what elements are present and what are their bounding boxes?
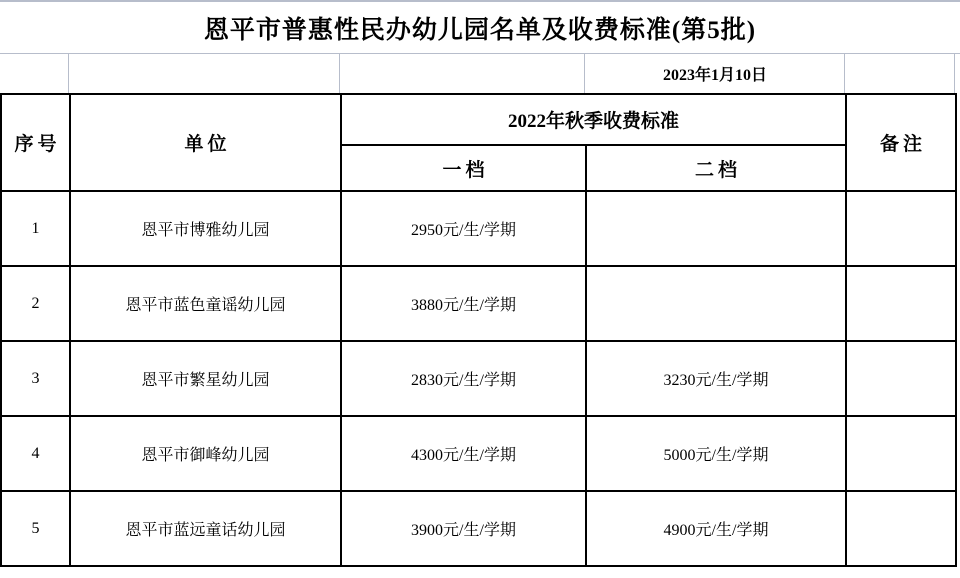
row-tier2-cell <box>586 266 846 341</box>
page-title: 恩平市普惠性民办幼儿园名单及收费标准(第5批) <box>203 16 757 44</box>
header-index: 序号 <box>1 94 70 191</box>
date-row <box>0 54 960 93</box>
gridline-col2 <box>339 54 340 93</box>
date-label: 2023年1月10日 <box>662 67 767 84</box>
fee-table <box>0 93 957 567</box>
row-unit-cell: 恩平市御峰幼儿园 <box>70 416 341 491</box>
row-remarks-cell <box>846 416 956 491</box>
header-tier2: 二档 <box>586 145 846 191</box>
row-remarks-cell <box>846 341 956 416</box>
row-remarks-cell <box>846 491 956 566</box>
row-tier1-cell: 2830元/生/学期 <box>341 341 586 416</box>
header-tier1: 一档 <box>341 145 586 191</box>
table-row <box>1 341 956 416</box>
gridline-col5 <box>954 54 955 93</box>
row-unit-cell: 恩平市博雅幼儿园 <box>70 191 341 266</box>
row-index-cell: 2 <box>1 266 70 341</box>
row-index-cell: 1 <box>1 191 70 266</box>
row-index-cell: 5 <box>1 491 70 566</box>
row-remarks-cell <box>846 266 956 341</box>
row-tier2-cell: 5000元/生/学期 <box>586 416 846 491</box>
row-tier2-cell: 4900元/生/学期 <box>586 491 846 566</box>
gridline-col1 <box>68 54 69 93</box>
row-tier1-cell: 4300元/生/学期 <box>341 416 586 491</box>
table-row <box>1 491 956 566</box>
header-unit: 单位 <box>70 94 341 191</box>
header-fee-group: 2022年秋季收费标准 <box>341 94 846 145</box>
row-index-cell: 3 <box>1 341 70 416</box>
row-unit-cell: 恩平市蓝色童谣幼儿园 <box>70 266 341 341</box>
row-unit-cell: 恩平市蓝远童话幼儿园 <box>70 491 341 566</box>
row-index-cell: 4 <box>1 416 70 491</box>
row-unit-cell: 恩平市繁星幼儿园 <box>70 341 341 416</box>
table-row <box>1 191 956 266</box>
table-row <box>1 266 956 341</box>
row-tier2-cell <box>586 191 846 266</box>
header-remarks: 备注 <box>846 94 956 191</box>
row-remarks-cell <box>846 191 956 266</box>
row-tier1-cell: 2950元/生/学期 <box>341 191 586 266</box>
table-row <box>1 416 956 491</box>
row-tier1-cell: 3880元/生/学期 <box>341 266 586 341</box>
row-tier1-cell: 3900元/生/学期 <box>341 491 586 566</box>
row-tier2-cell: 3230元/生/学期 <box>586 341 846 416</box>
